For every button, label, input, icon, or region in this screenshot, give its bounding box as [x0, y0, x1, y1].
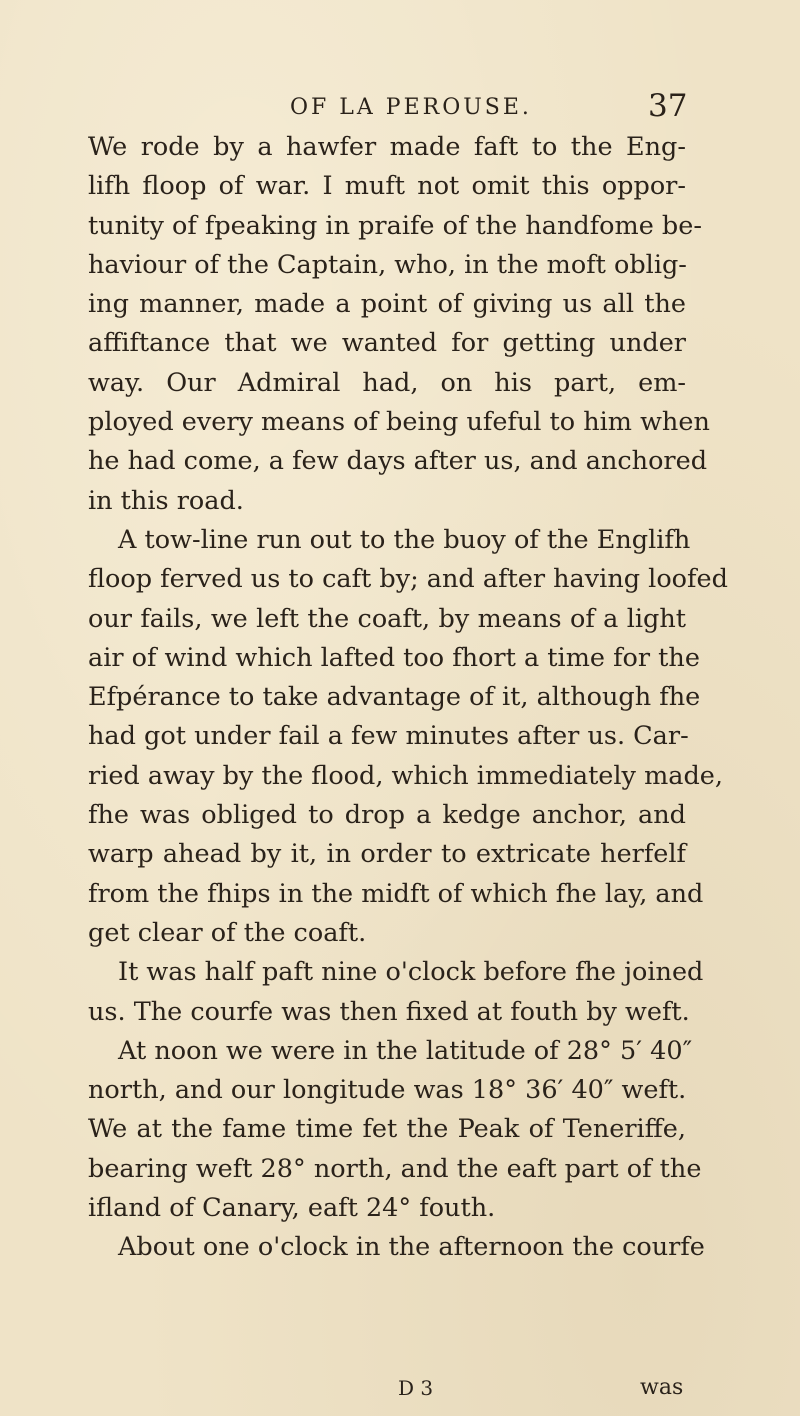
text-line: fhe was obliged to drop a kedge anchor, and	[88, 800, 686, 831]
paragraph-end-line: in this road.	[88, 485, 244, 516]
paragraph-start-line: At noon we were in the latitude of 28° 5′ 40″	[118, 1035, 693, 1066]
text-line: floop ferved us to caft by; and after having loofed	[88, 564, 728, 595]
text-line: ployed every means of being ufeful to him when	[88, 407, 710, 438]
running-title: OF LA PEROUSE.	[290, 95, 532, 120]
text-line: way. Our Admiral had, on his part, em-	[88, 367, 686, 398]
text-line: bearing weft 28° north, and the eaft part of the	[88, 1153, 702, 1184]
text-line: tunity of fpeaking in praife of the handfome be-	[88, 210, 702, 241]
paragraph-end-line: get clear of the coaft.	[88, 917, 367, 948]
text-line: lifh floop of war. I muft not omit this oppor-	[88, 171, 686, 202]
text-line: our fails, we left the coaft, by means of a light	[88, 603, 686, 634]
paragraph-start-line: It was half paft nine o'clock before fhe joined	[118, 957, 704, 988]
text-line: Efpérance to take advantage of it, although fhe	[88, 682, 701, 713]
signature-mark: D 3	[398, 1376, 434, 1400]
text-line: We rode by a hawfer made faft to the Eng-	[88, 132, 686, 162]
text-line: warp ahead by it, in order to extricate herfelf	[88, 839, 686, 870]
page-number: 37	[648, 88, 688, 124]
paragraph-end-line: ifland of Canary, eaft 24° fouth.	[88, 1193, 496, 1224]
text-line: north, and our longitude was 18° 36′ 40″ weft.	[88, 1075, 687, 1106]
text-line: affiftance that we wanted for getting under	[88, 328, 686, 359]
page-header	[0, 88, 800, 128]
text-line: ing manner, made a point of giving us all the	[88, 289, 686, 320]
text-line: from the fhips in the midft of which fhe lay, and	[88, 878, 704, 909]
text-line: us. The courfe was then fixed at fouth by weft.	[88, 996, 690, 1027]
catchword: was	[640, 1375, 684, 1400]
text-line: he had come, a few days after us, and anchored	[88, 446, 708, 477]
text-line: haviour of the Captain, who, in the moft oblig-	[88, 249, 687, 280]
paragraph-start-line: About one o'clock in the afternoon the courfe	[118, 1232, 705, 1263]
text-line: air of wind which lafted too fhort a time for the	[88, 642, 700, 673]
body-text	[88, 128, 728, 1268]
page-footer	[0, 1370, 800, 1406]
paragraph-start-line: A tow-line run out to the buoy of the Englifh	[118, 524, 691, 555]
text-line: had got under fail a few minutes after us. Car-	[88, 721, 689, 752]
text-line: ried away by the flood, which immediately made,	[88, 760, 723, 791]
text-line: We at the fame time fet the Peak of Teneriffe,	[88, 1114, 686, 1145]
